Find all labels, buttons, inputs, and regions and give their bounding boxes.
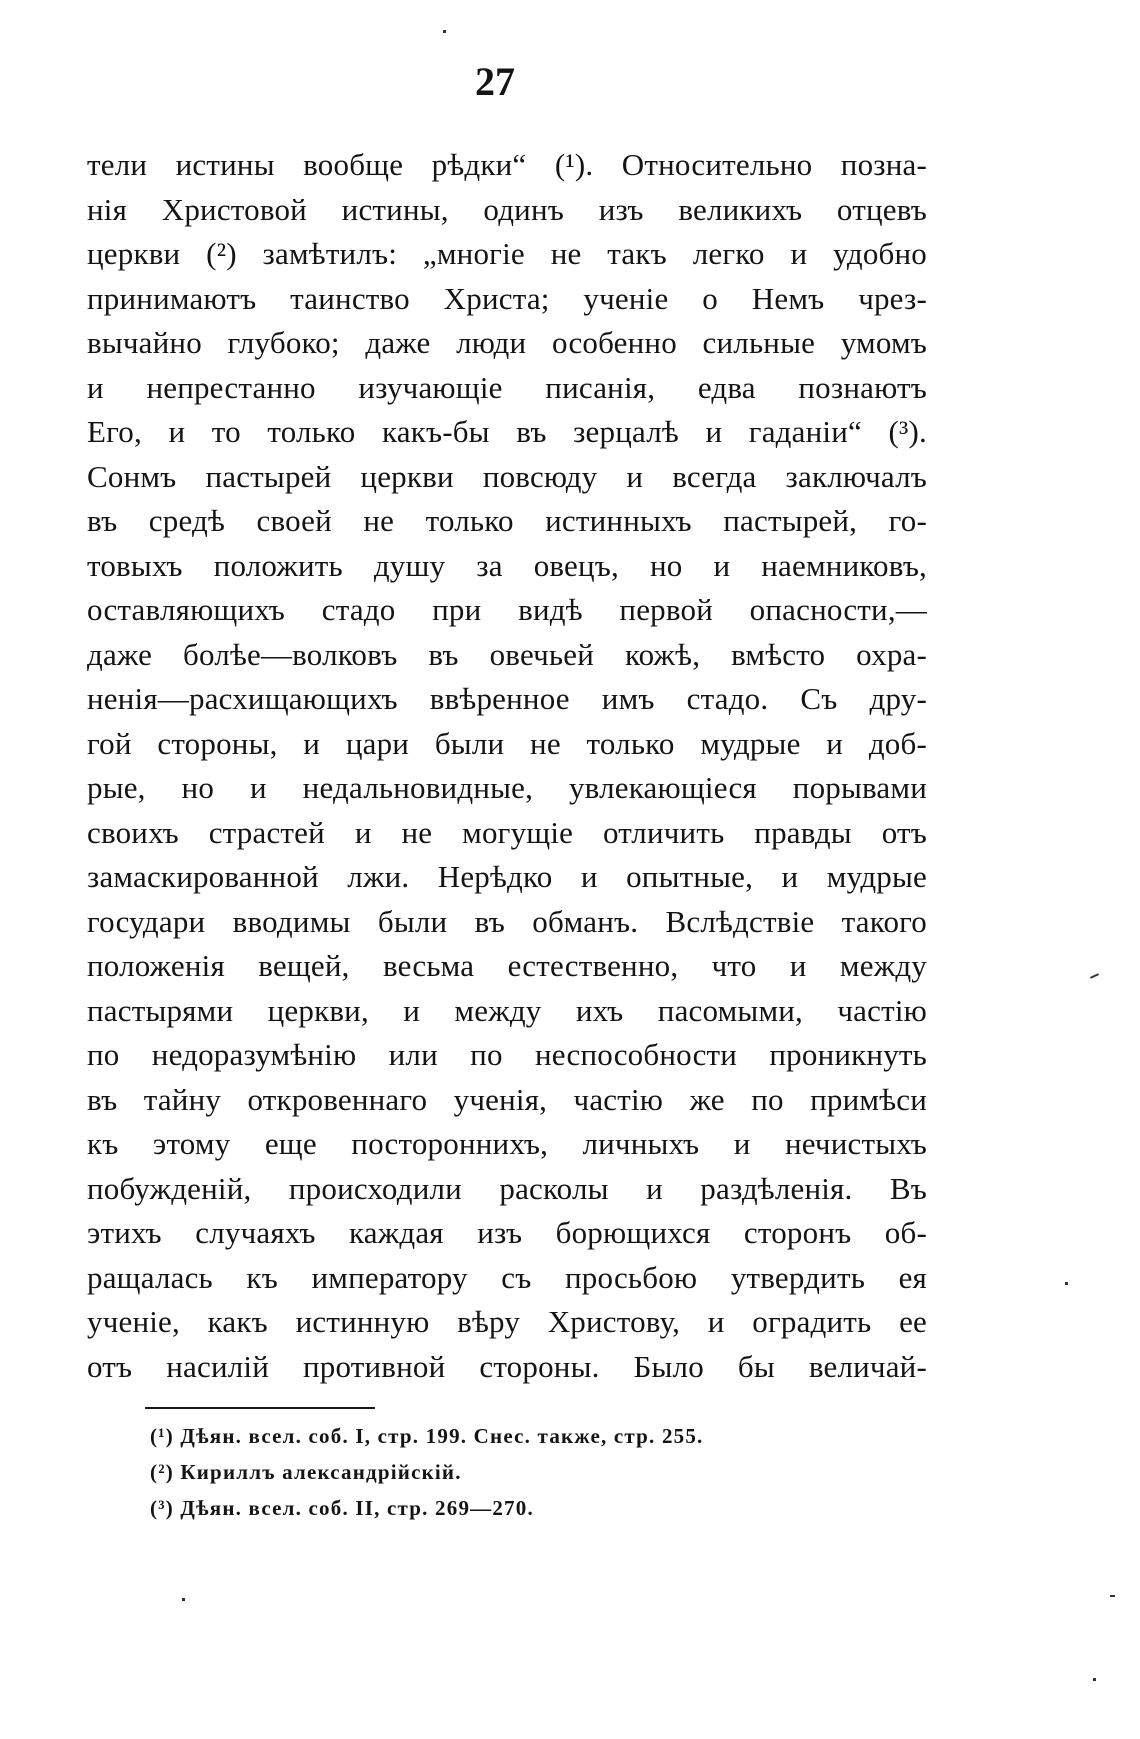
- text-line: ращалась къ императору съ просьбою утвердить ея: [87, 1259, 927, 1295]
- text-line: своихъ страстей и не могущіе отличить правды отъ: [87, 814, 927, 850]
- text-line: къ этому еще постороннихъ, личныхъ и нечистыхъ: [87, 1126, 927, 1161]
- text-line: тели истины вообще рѣдки“ (¹). Относительно позна-: [87, 147, 927, 182]
- footnote: (¹) Дѣян. всел. соб. I, стр. 199. Снес. также, стр. 255.: [150, 1424, 704, 1448]
- text-line: ненія—расхищающихъ ввѣренное имъ стадо. Съ дру-: [87, 681, 927, 716]
- text-line: побужденій, происходили расколы и раздѣленія. Въ: [87, 1170, 927, 1206]
- text-line: вычайно глубоко; даже люди особенно сильные умомъ: [87, 325, 927, 360]
- scan-speck: [443, 30, 446, 33]
- text-line: этихъ случаяхъ каждая изъ борющихся сторонъ об-: [87, 1215, 927, 1250]
- footnotes-block: [150, 1418, 870, 1526]
- text-line: положенія вещей, весьма естественно, что и между: [87, 948, 927, 983]
- footnote: (³) Дѣян. всел. соб. II, стр. 269—270.: [150, 1496, 534, 1520]
- text-line: нія Христовой истины, одинъ изъ великихъ отцевъ: [87, 191, 927, 227]
- text-line: по недоразумѣнію или по неспособности проникнуть: [87, 1037, 927, 1072]
- text-line: Его, и то только какъ-бы въ зерцалѣ и гаданіи“ (³).: [87, 414, 927, 449]
- text-line: въ средѣ своей не только истинныхъ пастырей, го-: [87, 503, 927, 538]
- footnote-separator: [145, 1407, 375, 1409]
- text-line: церкви (²) замѣтилъ: „многіе не такъ легко и удобно: [87, 236, 927, 271]
- text-line: отъ насилій противной стороны. Было бы величай-: [87, 1348, 927, 1384]
- scan-speck: [1110, 1595, 1115, 1597]
- text-line: Сонмъ пастырей церкви повсюду и всегда заключалъ: [87, 458, 927, 494]
- text-line: замаскированной лжи. Нерѣдко и опытные, и мудрые: [87, 859, 927, 894]
- text-line: гой стороны, и цари были не только мудрые и доб-: [87, 725, 927, 761]
- text-line: оставляющихъ стадо при видѣ первой опасности,—: [87, 592, 927, 627]
- scan-speck: [182, 1598, 185, 1601]
- text-line: государи вводимы были въ обманъ. Вслѣдствіе такого: [87, 903, 927, 939]
- text-line: рые, но и недальновидные, увлекающіеся порывами: [87, 770, 927, 805]
- text-line: ученіе, какъ истинную вѣру Христову, и оградить ее: [87, 1304, 927, 1339]
- text-line: даже болѣе—волковъ въ овечьей кожѣ, вмѣсто охра-: [87, 636, 927, 672]
- text-line: принимаютъ таинство Христа; ученіе о Немъ чрез-: [87, 280, 927, 316]
- main-text-block: [87, 143, 927, 1389]
- text-line: товыхъ положить душу за овецъ, но и наемниковъ,: [87, 547, 927, 583]
- scan-speck: [1065, 1282, 1068, 1285]
- text-line: въ тайну откровеннаго ученія, частію же по примѣси: [87, 1081, 927, 1117]
- text-line: и непрестанно изучающіе писанія, едва познаютъ: [87, 369, 927, 405]
- scan-speck: [1093, 1678, 1096, 1681]
- page-number: 27: [475, 59, 515, 104]
- footnote: (²) Кириллъ александрійскій.: [150, 1460, 462, 1484]
- scan-speck: [1090, 973, 1099, 979]
- text-line: пастырями церкви, и между ихъ пасомыми, частію: [87, 992, 927, 1028]
